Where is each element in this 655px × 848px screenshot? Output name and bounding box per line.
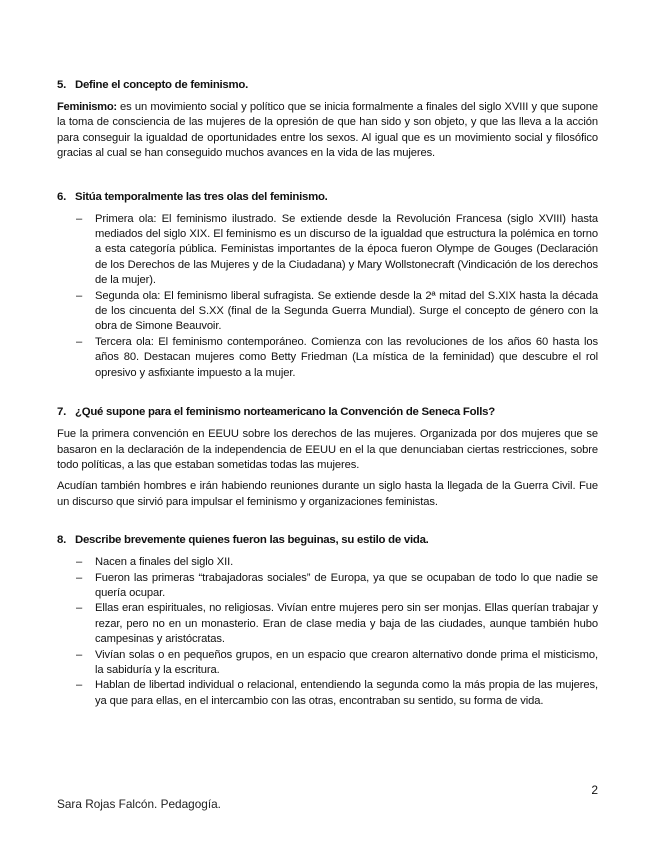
list-item-text: Ellas eran espirituales, no religiosas. Vivían entre mujeres pero sin ser monjas. Ellas querían trabajar y rezar, pero no en un monasterio. Eran de clase media y baja de las ciudades, aunque también hubo campesinas y aristócratas. [95, 602, 598, 646]
section-title: Describe brevemente quienes fueron las beguinas, su estilo de vida. [75, 534, 429, 547]
list-item [76, 335, 598, 381]
term-lead: Feminismo: [57, 101, 117, 113]
document-body [57, 78, 598, 730]
section-heading [57, 190, 598, 205]
list-item [76, 212, 598, 289]
paragraph [57, 100, 598, 162]
section-heading [57, 78, 598, 93]
list-item-text: Vivían solas o en pequeños grupos, en un espacio que crearon alternativo donde prima el misticismo, la sabiduría y la escritura. [95, 648, 598, 676]
list-item [76, 555, 598, 570]
section-heading [57, 405, 598, 420]
dash-bullet: – [76, 679, 83, 692]
section-6 [57, 190, 598, 381]
paragraph: Acudían también hombres e irán habiendo reuniones durante un siglo hasta la llegada de la Guerra Civil. Fue un discurso que sirvió para impulsar el feminismo y organizaciones feministas. [57, 480, 598, 508]
section-heading [57, 533, 598, 548]
dash-list [57, 555, 598, 709]
list-item [76, 571, 598, 602]
section-7 [57, 405, 598, 510]
list-item-text: Segunda ola: El feminismo liberal sufragista. Se extiende desde la 2ª mitad del S.XIX hasta la década de los cincuenta del S.XX (final de la Segunda Guerra Mundial). Surge el concepto de género con la obra de Simone Beauvoir. [95, 289, 598, 333]
dash-bullet: – [76, 335, 83, 348]
section-5 [57, 78, 598, 162]
list-item-text: Primera ola: El feminismo ilustrado. Se extiende desde la Revolución Francesa (siglo XVIII) hasta mediados del siglo XIX. El feminismo es un discurso de la igualdad que estructura la polémica en torno a esta categoría pública. Feministas importantes de la época fueron Olympe de Gouges (Declaración de los Derechos de las Mujeres y de la Ciudadana) y Mary Wollstonecraft (Vindicación de los derechos de la mujer). [95, 212, 598, 287]
page-footer: Sara Rojas Falcón. Pedagogía. [57, 797, 221, 811]
paragraph-text: es un movimiento social y político que se inicia formalmente a finales del siglo XVIII y que supone la toma de consciencia de las mujeres de la opresión de que han sido y son objeto, y que las lleva a la acción para conseguir la igualdad de oportunidades entre los sexos. Al igual que es un movimiento social y filosófico gracias al cual se han conseguido muchos avances en la vida de las mujeres. [57, 101, 598, 160]
dash-list [57, 212, 598, 381]
section-title: ¿Qué supone para el feminismo norteamericano la Convención de Seneca Folls? [75, 406, 495, 419]
dash-bullet: – [76, 648, 83, 661]
list-item-text: Hablan de libertad individual o relacional, entendiendo la segunda como la más propia de las mujeres, ya que para ellas, en el intercambio con las otras, encontraban su sentido, su forma de vida. [95, 679, 598, 707]
section-title: Sitúa temporalmente las tres olas del feminismo. [75, 190, 328, 203]
list-item [76, 678, 598, 709]
page-number: 2 [591, 783, 598, 797]
list-item-text: Nacen a finales del siglo XII. [95, 556, 234, 569]
list-item [76, 648, 598, 679]
dash-bullet: – [76, 556, 83, 569]
list-item-text: Fueron las primeras “trabajadoras sociales” de Europa, ya que se ocupaban de todo lo que nadie se quería ocupar. [95, 571, 598, 599]
list-item [76, 289, 598, 335]
dash-bullet: – [76, 571, 83, 584]
section-number: 7. [57, 406, 66, 419]
dash-bullet: – [76, 289, 83, 302]
section-number: 5. [57, 79, 66, 91]
list-item-text: Tercera ola: El feminismo contemporáneo. Comienza con las revoluciones de los años 60 hasta los años 80. Destacan mujeres como Betty Friedman (La mística de la feminidad) que descubre el rol opresivo y asfixiante impuesto a la mujer. [95, 335, 598, 379]
section-title: Define el concepto de feminismo. [75, 79, 249, 91]
list-item [76, 601, 598, 647]
dash-bullet: – [76, 602, 83, 615]
paragraph: Fue la primera convención en EEUU sobre los derechos de las mujeres. Organizada por dos mujeres que se basaron en la declaración de la independencia de EEUU en el la que denunciaban ciertas restricciones, sobre todo políticas, a las que estaban sometidas todas las mujeres. [57, 428, 598, 471]
dash-bullet: – [76, 212, 83, 225]
section-number: 8. [57, 534, 66, 547]
section-number: 6. [57, 190, 66, 203]
section-8 [57, 533, 598, 709]
